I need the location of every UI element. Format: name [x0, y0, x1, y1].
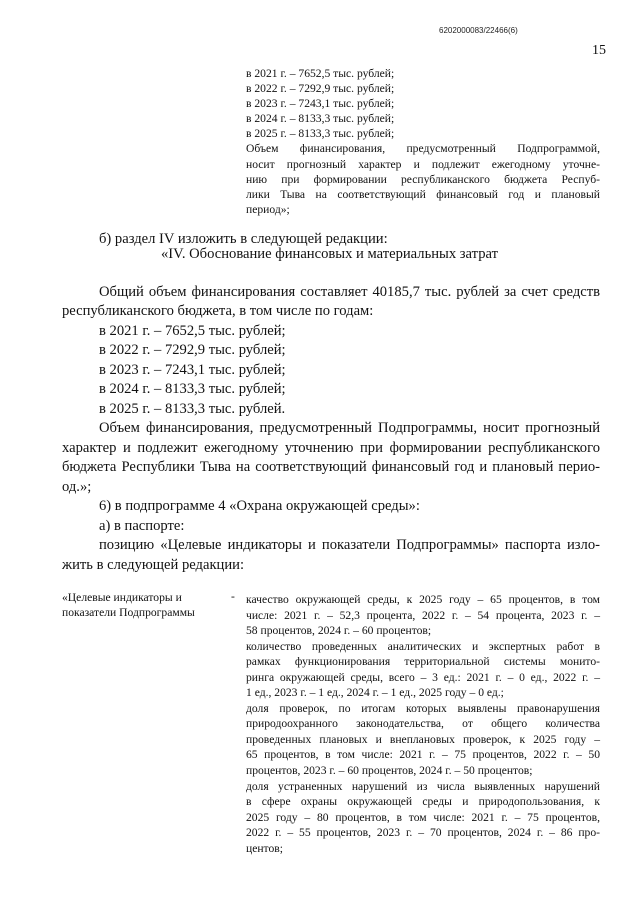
funding-year-line: в 2021 г. – 7652,5 тыс. рублей;	[246, 67, 395, 80]
indicator-line: процентов, 2023 г. – 60 процентов, 2024 г. – 50 процентов;	[246, 764, 533, 778]
forecast-paragraph-line: од.»;	[62, 479, 92, 495]
year-funding-line: в 2022 г. – 7292,9 тыс. рублей;	[99, 342, 286, 358]
funding-note-line: нию при формировании республиканского бюджета Респуб-	[246, 172, 600, 186]
page-number: 15	[592, 43, 606, 58]
indicator-line: доля устраненных нарушений из числа выявленных нарушений	[246, 779, 600, 793]
funding-year-line: в 2022 г. – 7292,9 тыс. рублей;	[246, 82, 395, 96]
forecast-paragraph-line: бюджета Республики Тыва на соответствующий финансовый год и плановый перио-	[62, 459, 600, 475]
indicator-line: рамках функционирования территориальной системы монито-	[246, 655, 600, 669]
funding-note-line: лики Тыва на соответствующий финансовый год и плановый	[246, 187, 600, 201]
indicator-line: центов;	[246, 841, 283, 855]
indicator-line: числе: 2021 г. – 52,3 процента, 2022 г. – 54 процента, 2023 г. –	[246, 608, 600, 622]
indicator-line: ринга окружающей среды, всего – 3 ед.: 2021 г. – 0 ед., 2022 г. –	[246, 670, 600, 684]
total-funding-line: Общий объем финансирования составляет 40185,7 тыс. рублей за счет средств	[99, 284, 600, 300]
table-dash: -	[231, 590, 235, 603]
indicators-label-cell	[62, 590, 232, 621]
indicator-line: 2022 г. – 55 процентов, 2023 г. – 70 процентов, 2024 г. – 86 про-	[246, 826, 600, 840]
year-funding-line: в 2023 г. – 7243,1 тыс. рублей;	[99, 362, 286, 378]
funding-year-line: в 2024 г. – 8133,3 тыс. рублей;	[246, 112, 395, 126]
indicator-line: количество проведенных аналитических и экспертных работ в	[246, 639, 600, 653]
indicators-value-cell	[246, 592, 600, 856]
indicators-label-line: «Целевые индикаторы и	[62, 591, 182, 604]
indicator-line: природоохранного законодательства, от общего количества	[246, 717, 600, 731]
funding-note-line: период»;	[246, 202, 290, 216]
document-code: 6202000083/22466(6)	[439, 26, 518, 35]
indicator-line: качество окружающей среды, к 2025 году – 65 процентов, в том	[246, 593, 600, 606]
forecast-paragraph-line: характер и подлежит ежегодному уточнению при формировании республиканского	[62, 440, 600, 456]
indicator-line: в сфере охраны окружающей среды и природопользования, к	[246, 795, 600, 809]
indicator-line: 1 ед., 2023 г. – 1 ед., 2024 г. – 1 ед., 2025 году – 0 ед.;	[246, 686, 504, 700]
indicator-line: 58 процентов, 2024 г. – 60 процентов;	[246, 624, 432, 638]
forecast-paragraph-line: Объем финансирования, предусмотренный Подпрограммы, носит прогнозный	[99, 420, 600, 436]
indicator-line: 65 процентов, в том числе: 2021 г. – 75 процентов, 2022 г. – 50	[246, 748, 600, 762]
indicator-line: проведенных плановых и внеплановых проверок, к 2025 году –	[246, 732, 600, 746]
position-line: жить в следующей редакции:	[62, 557, 245, 573]
funding-year-line: в 2025 г. – 8133,3 тыс. рублей;	[246, 127, 395, 141]
funding-note-line: носит прогнозный характер и подлежит ежегодному уточне-	[246, 157, 600, 171]
total-funding-line: республиканского бюджета, в том числе по годам:	[62, 303, 374, 319]
section-iv-title: «IV. Обоснование финансовых и материальных затрат	[161, 246, 498, 262]
indicators-label-line: показатели Подпрограммы	[62, 606, 195, 620]
funding-note-line: Объем финансирования, предусмотренный Подпрограммой,	[246, 142, 600, 156]
section-b-intro: б) раздел IV изложить в следующей редакции:	[99, 231, 388, 247]
year-funding-line: в 2024 г. – 8133,3 тыс. рублей;	[99, 381, 286, 397]
passport-item: а) в паспорте:	[99, 518, 185, 534]
passport-funding-block	[246, 66, 600, 217]
funding-year-line: в 2023 г. – 7243,1 тыс. рублей;	[246, 97, 395, 111]
position-line: позицию «Целевые индикаторы и показатели Подпрограммы» паспорта изло-	[99, 537, 600, 553]
year-funding-line: в 2021 г. – 7652,5 тыс. рублей;	[99, 323, 286, 339]
indicator-line: 2025 году – 80 процентов, в том числе: 2021 г. – 75 процентов,	[246, 810, 600, 824]
indicator-line: доля проверок, по итогам которых выявлены правонарушения	[246, 701, 600, 715]
year-funding-line: в 2025 г. – 8133,3 тыс. рублей.	[99, 401, 286, 417]
subprogram-4-item: 6) в подпрограмме 4 «Охрана окружающей среды»:	[99, 498, 420, 514]
